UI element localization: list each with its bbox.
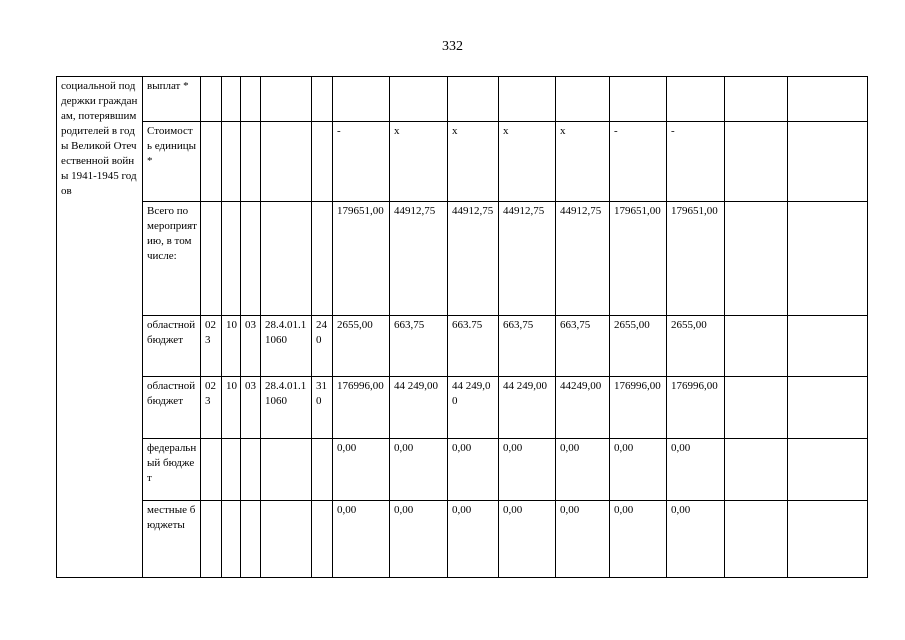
table-cell-code-ministry	[201, 439, 222, 501]
table-cell-row-label: выплат *	[143, 77, 201, 122]
table-cell-year-5-sum	[610, 77, 667, 122]
table-cell-extra-col-2	[788, 77, 868, 122]
row-regional-budget-2	[57, 377, 868, 439]
table-cell-extra-col-2	[788, 439, 868, 501]
table-cell-code-expense-type	[312, 501, 333, 578]
table-cell-extra-col-1	[725, 316, 788, 377]
table-cell-code-expense-type	[312, 77, 333, 122]
table-cell-year-6-sum: 2655,00	[667, 316, 725, 377]
table-cell-code-subsection: 03	[241, 377, 261, 439]
table-cell-year-6-sum: 0,00	[667, 439, 725, 501]
table-cell-year-6-sum: 0,00	[667, 501, 725, 578]
table-cell-extra-col-2	[788, 501, 868, 578]
table-cell-total-sum: 176996,00	[333, 377, 390, 439]
table-cell-code-section	[222, 501, 241, 578]
table-cell-code-subsection: 03	[241, 316, 261, 377]
table-cell-extra-col-1	[725, 122, 788, 202]
table-cell-total-sum: 179651,00	[333, 202, 390, 316]
table-cell-total-sum: -	[333, 122, 390, 202]
table-cell-year-4-sum: 0,00	[556, 501, 610, 578]
table-cell-code-expense-type	[312, 439, 333, 501]
table-cell-code-target-article: 28.4.01.11060	[261, 377, 312, 439]
table-cell-row-label: Стоимость единицы*	[143, 122, 201, 202]
table-cell-year-3-sum: 44912,75	[499, 202, 556, 316]
table-cell-code-target-article: 28.4.01.11060	[261, 316, 312, 377]
table-cell-extra-col-2	[788, 377, 868, 439]
table-cell-year-1-sum: 0,00	[390, 501, 448, 578]
table-cell-code-ministry	[201, 202, 222, 316]
table-cell-year-5-sum: 0,00	[610, 439, 667, 501]
table-cell-year-4-sum: 44912,75	[556, 202, 610, 316]
table-cell-code-expense-type: 240	[312, 316, 333, 377]
table-cell-code-subsection	[241, 439, 261, 501]
table-cell-code-section	[222, 122, 241, 202]
table-cell-year-2-sum: 0,00	[448, 439, 499, 501]
table-cell-year-6-sum	[667, 77, 725, 122]
table-cell-year-6-sum: 179651,00	[667, 202, 725, 316]
table-cell-row-label: областной бюджет	[143, 316, 201, 377]
table-cell-year-1-sum: 0,00	[390, 439, 448, 501]
table-cell-year-4-sum: 663,75	[556, 316, 610, 377]
table-cell-code-expense-type	[312, 202, 333, 316]
table-cell-year-1-sum: 663,75	[390, 316, 448, 377]
table-cell-year-4-sum: х	[556, 122, 610, 202]
table-cell-year-2-sum	[448, 77, 499, 122]
table-cell-code-subsection	[241, 202, 261, 316]
table-cell-code-target-article	[261, 122, 312, 202]
table-cell-extra-col-2	[788, 202, 868, 316]
table-cell-year-3-sum: 0,00	[499, 439, 556, 501]
row-total	[57, 202, 868, 316]
table-cell-year-2-sum: 44912,75	[448, 202, 499, 316]
table-cell-code-section: 10	[222, 316, 241, 377]
row-unit-cost	[57, 122, 868, 202]
table-cell-total-sum	[333, 77, 390, 122]
table-cell-code-target-article	[261, 77, 312, 122]
table-cell-extra-col-1	[725, 501, 788, 578]
measure-description: социальной поддержки гражданам, потерявшим родителей в годы Великой Отечественной войны 1941-1945 годов	[57, 77, 143, 578]
budget-table	[56, 76, 868, 578]
table-cell-year-3-sum: 44 249,00	[499, 377, 556, 439]
table-cell-year-5-sum: 2655,00	[610, 316, 667, 377]
row-payments	[57, 77, 868, 122]
table-cell-year-2-sum: 663.75	[448, 316, 499, 377]
table-cell-total-sum: 2655,00	[333, 316, 390, 377]
table-cell-extra-col-1	[725, 202, 788, 316]
table-cell-code-ministry: 023	[201, 377, 222, 439]
table-cell-extra-col-2	[788, 316, 868, 377]
page-number: 332	[442, 39, 463, 54]
table-cell-year-3-sum	[499, 77, 556, 122]
table-cell-year-5-sum: -	[610, 122, 667, 202]
table-cell-extra-col-2	[788, 122, 868, 202]
table-cell-year-3-sum: 0,00	[499, 501, 556, 578]
table-cell-year-4-sum: 0,00	[556, 439, 610, 501]
table-cell-code-subsection	[241, 501, 261, 578]
table-cell-code-section: 10	[222, 377, 241, 439]
table-cell-total-sum: 0,00	[333, 501, 390, 578]
table-cell-code-section	[222, 439, 241, 501]
table-cell-code-section	[222, 202, 241, 316]
table-cell-code-target-article	[261, 501, 312, 578]
table-cell-year-5-sum: 176996,00	[610, 377, 667, 439]
table-cell-row-label: областной бюджет	[143, 377, 201, 439]
table-cell-code-target-article	[261, 202, 312, 316]
table-cell-year-3-sum: 663,75	[499, 316, 556, 377]
row-local-budget	[57, 501, 868, 578]
table-cell-year-1-sum: х	[390, 122, 448, 202]
table-cell-code-ministry	[201, 77, 222, 122]
table-cell-extra-col-1	[725, 377, 788, 439]
table-cell-code-ministry	[201, 122, 222, 202]
row-federal-budget	[57, 439, 868, 501]
table-cell-row-label: Всего по мероприятию, в том числе:	[143, 202, 201, 316]
table-cell-code-ministry: 023	[201, 316, 222, 377]
table-cell-code-section	[222, 77, 241, 122]
table-cell-code-ministry	[201, 501, 222, 578]
table-cell-year-1-sum: 44912,75	[390, 202, 448, 316]
table-cell-year-5-sum: 0,00	[610, 501, 667, 578]
table-cell-code-expense-type: 310	[312, 377, 333, 439]
table-cell-year-5-sum: 179651,00	[610, 202, 667, 316]
table-cell-year-2-sum: 44 249,00	[448, 377, 499, 439]
table-cell-code-subsection	[241, 77, 261, 122]
table-cell-year-3-sum: х	[499, 122, 556, 202]
table-cell-year-2-sum: х	[448, 122, 499, 202]
table-cell-year-4-sum: 44249,00	[556, 377, 610, 439]
table-cell-year-6-sum: 176996,00	[667, 377, 725, 439]
table-cell-year-6-sum: -	[667, 122, 725, 202]
table-cell-year-1-sum: 44 249,00	[390, 377, 448, 439]
table-cell-code-target-article	[261, 439, 312, 501]
table-cell-total-sum: 0,00	[333, 439, 390, 501]
table-cell-year-2-sum: 0,00	[448, 501, 499, 578]
row-regional-budget-1	[57, 316, 868, 377]
table-cell-extra-col-1	[725, 77, 788, 122]
table-cell-year-4-sum	[556, 77, 610, 122]
table-cell-row-label: местные бюджеты	[143, 501, 201, 578]
table-cell-extra-col-1	[725, 439, 788, 501]
table-cell-code-subsection	[241, 122, 261, 202]
table-cell-year-1-sum	[390, 77, 448, 122]
table-cell-code-expense-type	[312, 122, 333, 202]
table-cell-row-label: федеральный бюджет	[143, 439, 201, 501]
